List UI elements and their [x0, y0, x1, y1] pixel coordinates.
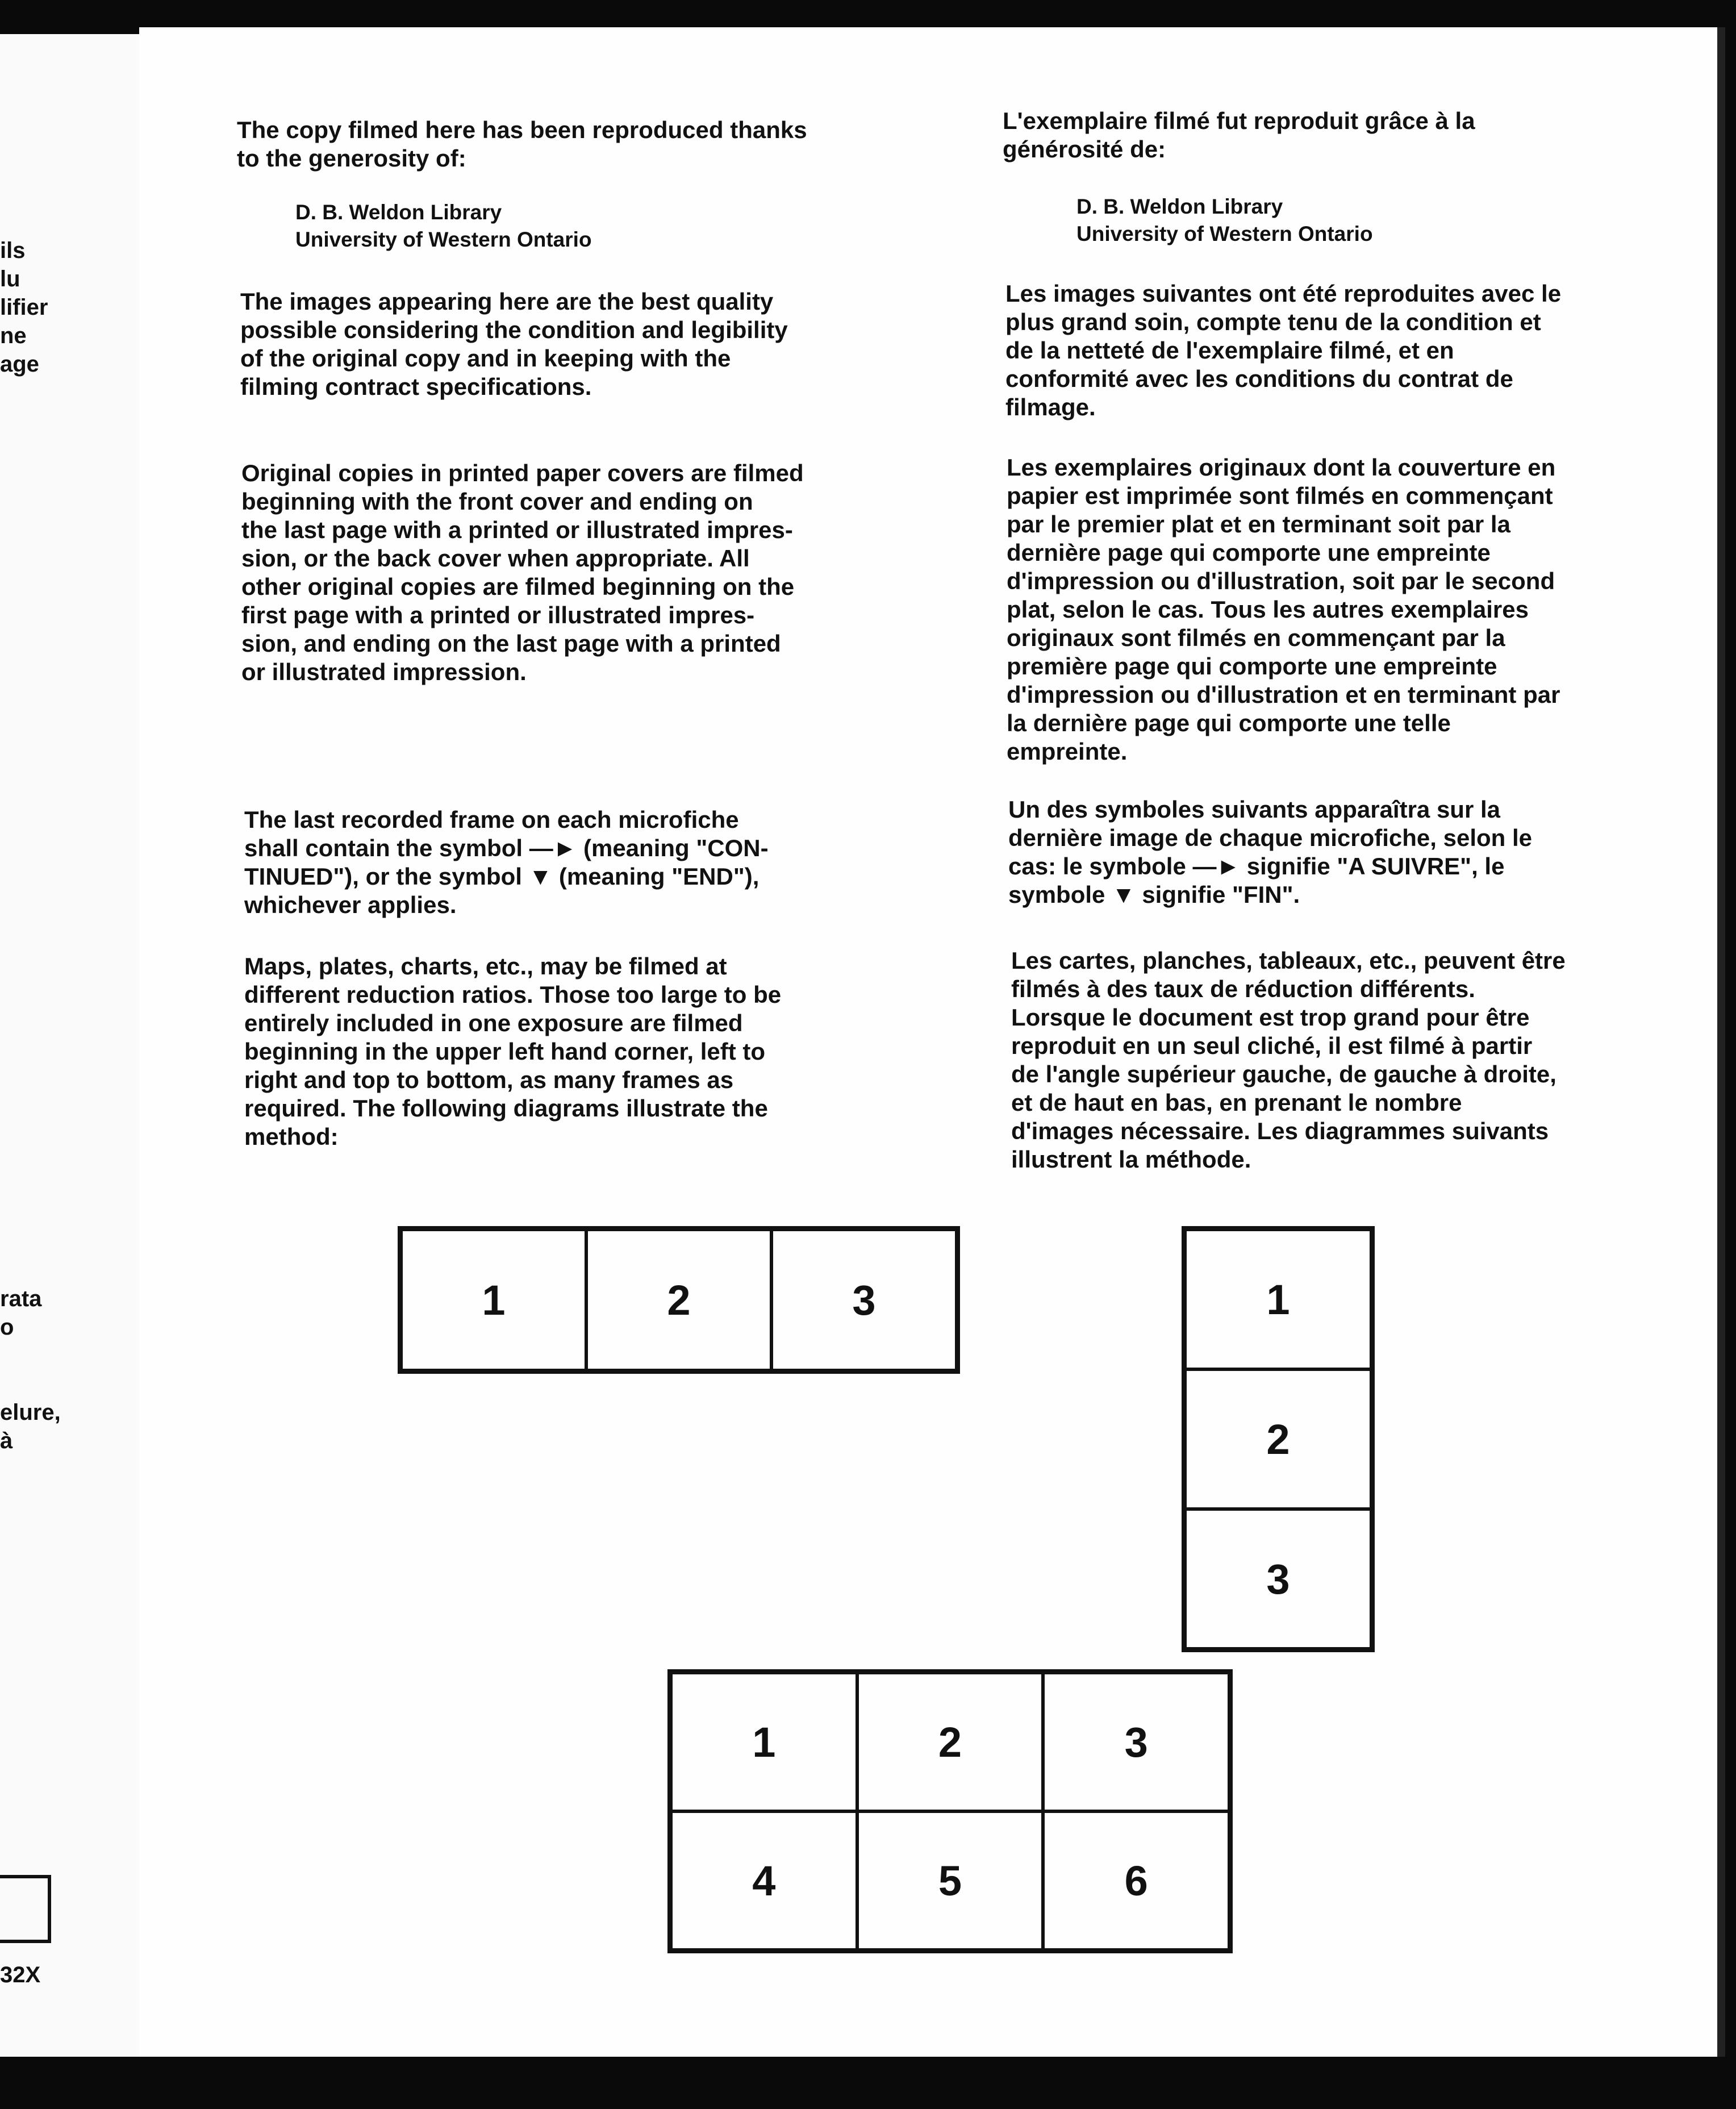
english-maps-paragraph: Maps, plates, charts, etc., may be filmed at different reduction ratios. Those too large to be entirely included in one exposure are filmed beginning in the upper left hand corner, left to right and top to bottom, as many frames as required. The following diagrams illustrate the method: — [244, 953, 782, 1150]
french-maps-paragraph: Les cartes, planches, tableaux, etc., peuvent être filmés à des taux de réduction différents. Lorsque le document est trop grand pour être reproduit en un seul cliché, il est filmé à partir de l'angle supérieur gauche, de gauche à droite, et de haut en bas, en prenant le nombre d'images nécessaire. Les diagrammes suivants illustrent la méthode. — [1011, 947, 1566, 1173]
reduction-ratio-label: 32X — [0, 1962, 41, 1987]
english-intro: The copy filmed here has been reproduced thanks to the generosity of: — [237, 116, 807, 172]
diagram-grid-frames — [667, 1669, 1233, 1953]
english-symbols-text: (meaning "END"), — [552, 863, 760, 890]
continued-arrow-icon: —► — [1192, 853, 1241, 880]
french-symbols-text: symbole — [1008, 881, 1112, 908]
diagram-horizontal-frames — [398, 1226, 960, 1374]
english-symbols-text: TINUED"), or the symbol — [244, 863, 529, 890]
previous-page-strip — [0, 34, 142, 2057]
margin-fragment: o — [0, 1315, 14, 1340]
margin-fragment: à — [0, 1428, 13, 1453]
margin-fragment: ne — [0, 323, 27, 348]
page — [139, 27, 1725, 2057]
margin-fragment: age — [0, 352, 39, 377]
french-symbols-paragraph — [1008, 795, 1532, 909]
frame-cell: 1 — [401, 1229, 586, 1370]
english-symbols-line: The last recorded frame on each microfiche — [244, 806, 739, 833]
end-triangle-icon: ▼ — [1112, 881, 1136, 908]
frame-cell: 5 — [857, 1811, 1044, 1950]
french-symbols-line: Un des symboles suivants apparaîtra sur la — [1008, 796, 1501, 823]
margin-fragment: lu — [0, 266, 20, 291]
english-quality-paragraph: The images appearing here are the best quality possible considering the condition and legibility of the original copy and in keeping with the filming contract specifications. — [240, 288, 788, 400]
frame-cell: 1 — [671, 1673, 857, 1811]
continued-arrow-icon: —► — [529, 835, 577, 861]
french-symbols-text: cas: le symbole — [1008, 853, 1193, 880]
frame-cell: 3 — [1185, 1509, 1371, 1649]
frame-cell: 3 — [1043, 1673, 1229, 1811]
french-intro: L'exemplaire filmé fut reproduit grâce à la générosité de: — [1003, 107, 1475, 162]
french-library-name: D. B. Weldon Library University of Western Ontario — [1076, 195, 1373, 245]
english-symbols-line: whichever applies. — [244, 891, 457, 918]
frame-cell: 2 — [857, 1673, 1044, 1811]
english-symbols-paragraph — [244, 806, 769, 919]
english-symbols-line — [244, 834, 769, 862]
frame-cell: 2 — [1185, 1369, 1371, 1509]
margin-fragment: ils — [0, 238, 26, 263]
english-covers-paragraph: Original copies in printed paper covers are filmed beginning with the front cover and ending on the last page with a printed or illustrated impres- sion, or the back cover when appropriate. All other original copies are filmed beginning on the first page with a printed or illustrated impres- sion, and ending on the last page with a printed or illustrated impression. — [241, 460, 804, 685]
french-symbols-line — [1008, 852, 1532, 881]
frame-cell: 3 — [771, 1229, 957, 1370]
english-symbols-line — [244, 862, 769, 891]
frame-cell: 4 — [671, 1811, 857, 1950]
french-symbols-line — [1008, 881, 1532, 909]
page-edge-shadow — [1717, 27, 1725, 2057]
french-symbols-text: signifie "FIN". — [1135, 881, 1300, 908]
frame-cell: 2 — [586, 1229, 771, 1370]
end-triangle-icon: ▼ — [528, 863, 553, 890]
diagram-vertical-frames — [1182, 1226, 1375, 1652]
french-quality-paragraph: Les images suivantes ont été reproduites avec le plus grand soin, compte tenu de la condition et de la netteté de l'exemplaire filmé, et en conformité avec les conditions du contrat de filmage. — [1005, 280, 1562, 420]
french-symbols-line: dernière image de chaque microfiche, selon le — [1008, 824, 1532, 851]
reduction-scale-box — [0, 1875, 51, 1943]
english-library-name: D. B. Weldon Library University of Western Ontario — [295, 201, 592, 251]
frame-cell: 1 — [1185, 1229, 1371, 1369]
margin-fragment: rata — [0, 1286, 42, 1311]
english-symbols-text: shall contain the symbol — [244, 835, 529, 861]
french-covers-paragraph: Les exemplaires originaux dont la couverture en papier est imprimée sont filmés en commençant par le premier plat et en terminant soit par la dernière page qui comporte une empreinte d'impression ou d'illustration, soit par le second plat, selon le cas. Tous les autres exemplaires originaux sont filmés en commençant par la première page qui comporte une empreinte d'impression ou d'illustration et en terminant par la dernière page qui comporte une telle empreinte. — [1007, 454, 1560, 765]
margin-fragment: elure, — [0, 1400, 61, 1425]
french-symbols-text: signifie "A SUIVRE", le — [1240, 853, 1505, 880]
english-symbols-text: (meaning "CON- — [577, 835, 769, 861]
frame-cell: 6 — [1043, 1811, 1229, 1950]
margin-fragment: lifier — [0, 295, 48, 320]
